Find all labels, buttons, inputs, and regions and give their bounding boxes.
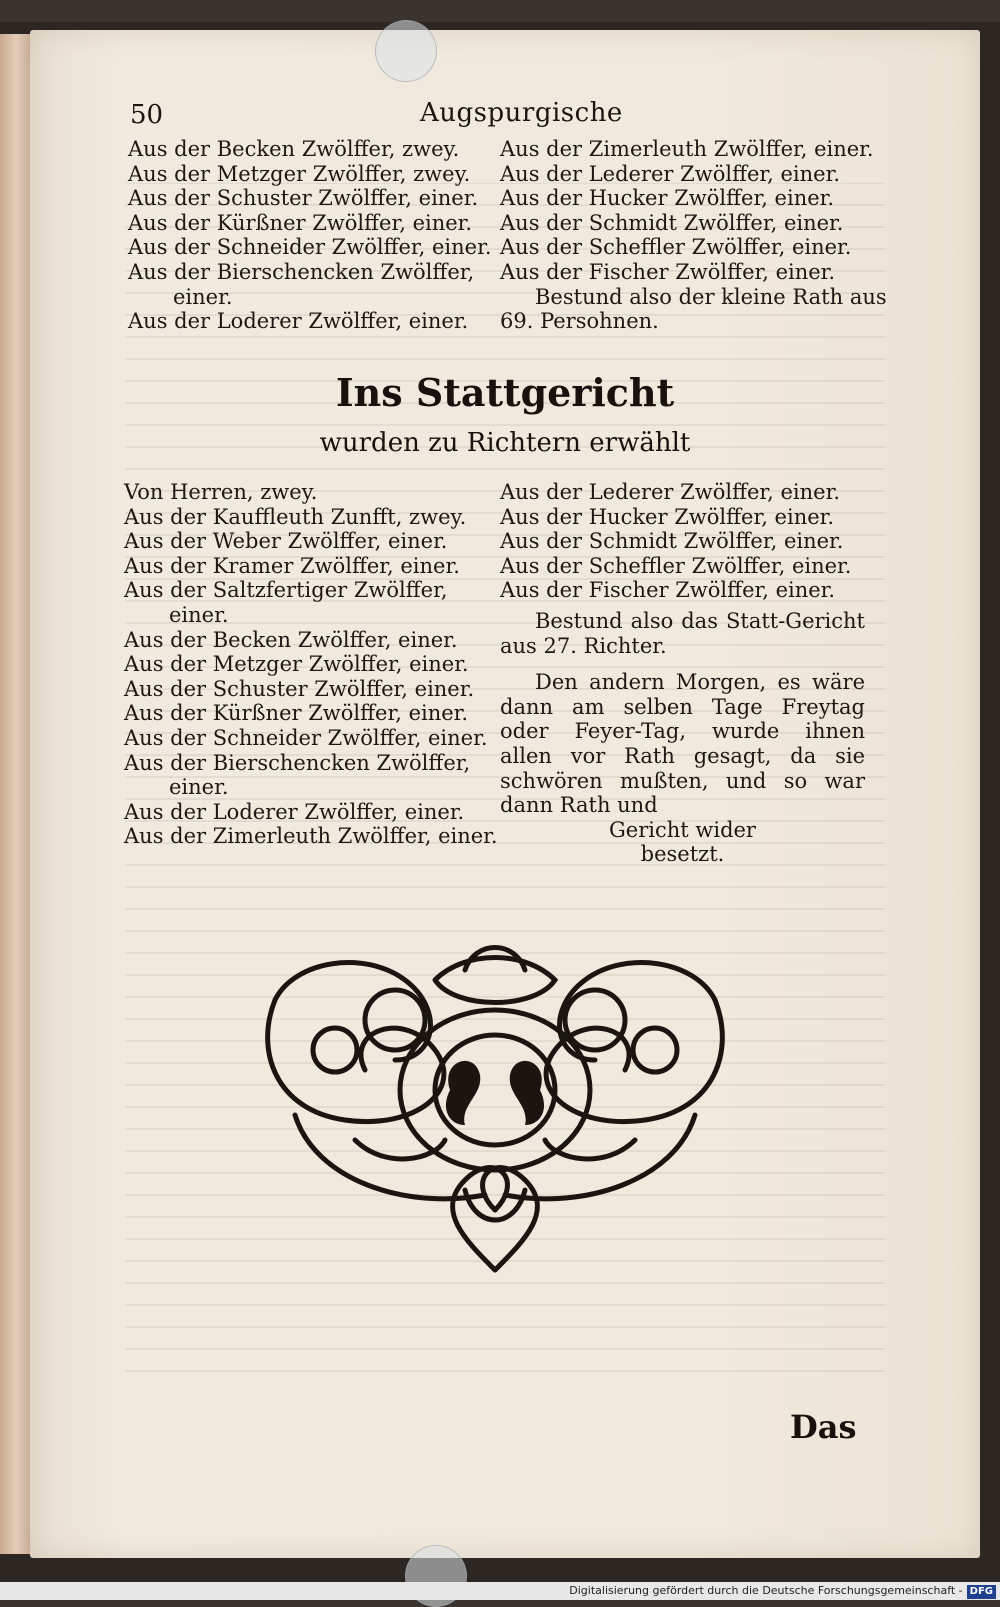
list-item: Aus der Schuster Zwölffer, einer. <box>124 676 475 701</box>
list-item-continuation: einer. <box>169 775 229 800</box>
section-subheading: wurden zu Richtern erwählt <box>319 428 691 458</box>
council-list-left <box>128 137 492 334</box>
list-item: Aus der Becken Zwölffer, einer. <box>124 627 458 652</box>
running-head: Augspurgische <box>420 98 623 128</box>
list-item: Von Herren, zwey. <box>124 480 318 504</box>
court-summary: Bestund also das Statt-Gericht aus 27. Richter. <box>500 608 865 658</box>
list-item: Aus der Lederer Zwölffer, einer. <box>500 161 841 186</box>
digitization-credit: Digitalisierung gefördert durch die Deutsche Forschungsgemeinschaft - <box>569 1584 963 1597</box>
court-list-right <box>500 480 865 867</box>
list-item: Aus der Hucker Zwölffer, einer. <box>500 186 835 211</box>
book-scan <box>0 22 1000 1582</box>
list-item: Aus der Loderer Zwölffer, einer. <box>128 309 469 334</box>
list-item: Aus der Loderer Zwölffer, einer. <box>124 799 465 824</box>
list-item: Aus der Schuster Zwölffer, einer. <box>128 186 479 211</box>
list-item: Aus der Metzger Zwölffer, einer. <box>124 652 469 677</box>
list-item: Aus der Lederer Zwölffer, einer. <box>500 480 841 504</box>
catchword: Das <box>790 1408 857 1446</box>
list-item: Aus der Metzger Zwölffer, zwey. <box>128 161 471 186</box>
page-number: 50 <box>130 100 164 130</box>
list-item: Aus der Hucker Zwölffer, einer. <box>500 504 835 529</box>
list-item: Aus der Bierschencken Zwölffer, <box>128 259 475 284</box>
list-item: Aus der Kürßner Zwölffer, einer. <box>128 210 473 235</box>
closing-line-end: besetzt. <box>640 842 725 867</box>
list-item: Aus der Zimerleuth Zwölffer, einer. <box>500 137 874 161</box>
council-list-right <box>500 137 887 334</box>
section-heading: Ins Stattgericht <box>335 370 675 415</box>
calligraphic-flourish-ornament <box>235 940 755 1280</box>
digitization-credit-bar <box>0 1582 1000 1600</box>
dfg-logo: DFG <box>967 1585 996 1599</box>
list-item: Aus der Schmidt Zwölffer, einer. <box>500 529 844 554</box>
page-clip-top <box>375 20 437 82</box>
closing-line: Gericht wider <box>609 817 756 842</box>
list-item: Aus der Scheffler Zwölffer, einer. <box>500 553 852 578</box>
list-item: Aus der Fischer Zwölffer, einer. <box>500 578 836 603</box>
list-item: Aus der Saltzfertiger Zwölffer, <box>124 578 448 603</box>
book-page <box>30 30 980 1558</box>
list-item: Aus der Weber Zwölffer, einer. <box>124 529 448 554</box>
list-item: Aus der Zimerleuth Zwölffer, einer. <box>124 824 498 849</box>
list-item: Aus der Scheffler Zwölffer, einer. <box>500 235 852 260</box>
closing-paragraph: Den andern Morgen, es wäre dann am selben Tage Freytag oder Feyer-Tag, wurde ihnen allen vor Rath gesagt, da sie schwören mußten, und so war dann Rath und <box>500 670 865 818</box>
list-item: Aus der Schmidt Zwölffer, einer. <box>500 210 844 235</box>
list-item: Aus der Kürßner Zwölffer, einer. <box>124 701 469 726</box>
list-item: Aus der Bierschencken Zwölffer, <box>124 750 471 775</box>
council-summary: Bestund also der kleine Rath aus <box>535 284 887 309</box>
list-item: Aus der Kauffleuth Zunfft, zwey. <box>124 504 467 529</box>
list-item: Aus der Schneider Zwölffer, einer. <box>128 235 492 260</box>
list-item: Aus der Fischer Zwölffer, einer. <box>500 259 836 284</box>
council-summary-end: 69. Persohnen. <box>500 309 659 334</box>
list-item: Aus der Becken Zwölffer, zwey. <box>128 137 460 161</box>
list-item: Aus der Schneider Zwölffer, einer. <box>124 725 488 750</box>
court-list-left <box>124 480 498 849</box>
list-item-continuation: einer. <box>173 284 233 309</box>
list-item: Aus der Kramer Zwölffer, einer. <box>124 553 460 578</box>
list-item-continuation: einer. <box>169 602 229 627</box>
